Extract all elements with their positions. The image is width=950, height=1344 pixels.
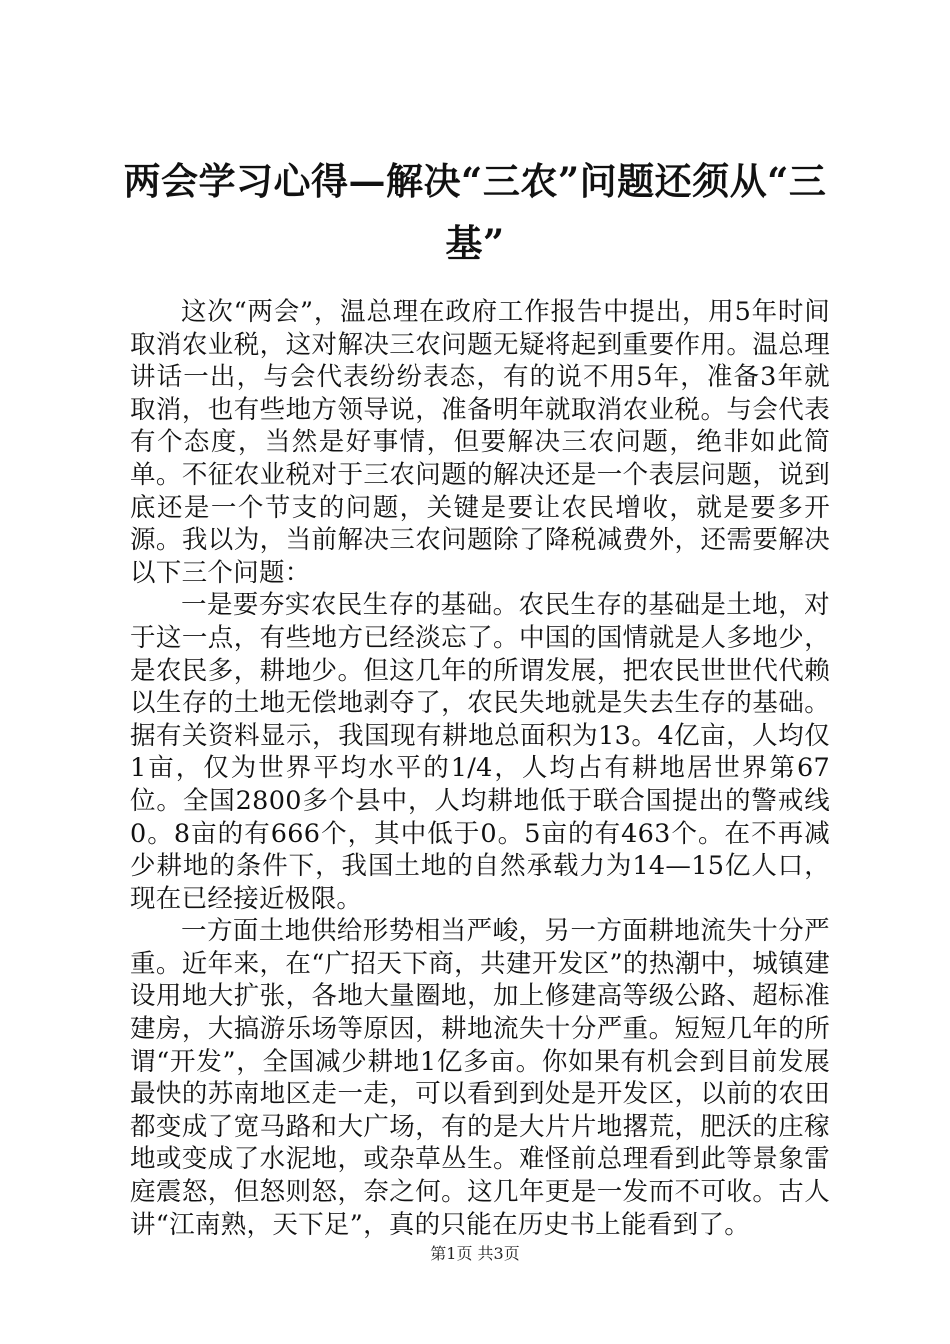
page-footer: 第1页 共3页 xyxy=(430,1244,520,1263)
paragraph-intro: 这次“两会”，温总理在政府工作报告中提出，用5年时间取消农业税，这对解决三农问题无疑将起到重要作用。温总理讲话一出，与会代表纷纷表态，有的说不用5年，准备3年就取消，也有些地方领导说，准备明年就取消农业税。与会代表有个态度，当然是好事情，但要解决三农问题，绝非如此简单。不征农业税对于三农问题的解决还是一个表层问题，说到底还是一个节支的问题，关键是要让农民增收，就是要多开源。我以为，当前解决三农问题除了降税减费外，还需要解决以下三个问题： xyxy=(130,297,830,588)
paragraph-land-foundation: 一是要夯实农民生存的基础。农民生存的基础是土地，对于这一点，有些地方已经淡忘了。中国的国情就是人多地少，是农民多，耕地少。但这几年的所谓发展，把农民世世代代赖以生存的土地无偿地剥夺了，农民失地就是失去生存的基础。据有关资料显示，我国现有耕地总面积为13。4亿亩，人均仅1亩，仅为世界平均水平的1/4，人均占有耕地居世界第67位。全国2800多个县中，人均耕地低于联合国提出的警戒线0。8亩的有666个，其中低于0。5亩的有463个。在不再减少耕地的条件下，我国土地的自然承载力为14—15亿人口，现在已经接近极限。 xyxy=(130,590,830,914)
document-body xyxy=(130,296,830,1241)
paragraph-land-loss: 一方面土地供给形势相当严峻，另一方面耕地流失十分严重。近年来，在“广招天下商，共建开发区”的热潮中，城镇建设用地大扩张，各地大量圈地，加上修建高等级公路、超标准建房，大搞游乐场等原因，耕地流失十分严重。短短几年的所谓“开发”，全国减少耕地1亿多亩。你如果有机会到目前发展最快的苏南地区走一走，可以看到到处是开发区，以前的农田都变成了宽马路和大广场，有的是大片片地撂荒，肥沃的庄稼地或变成了水泥地，或杂草丛生。难怪前总理看到此等景象雷庭震怒，但怒则怒，奈之何。这几年更是一发而不可收。古人讲“江南熟，天下足”，真的只能在历史书上能看到了。 xyxy=(130,916,830,1240)
document-title: 两会学习心得—解决“三农”问题还须从“三基” xyxy=(123,159,827,265)
